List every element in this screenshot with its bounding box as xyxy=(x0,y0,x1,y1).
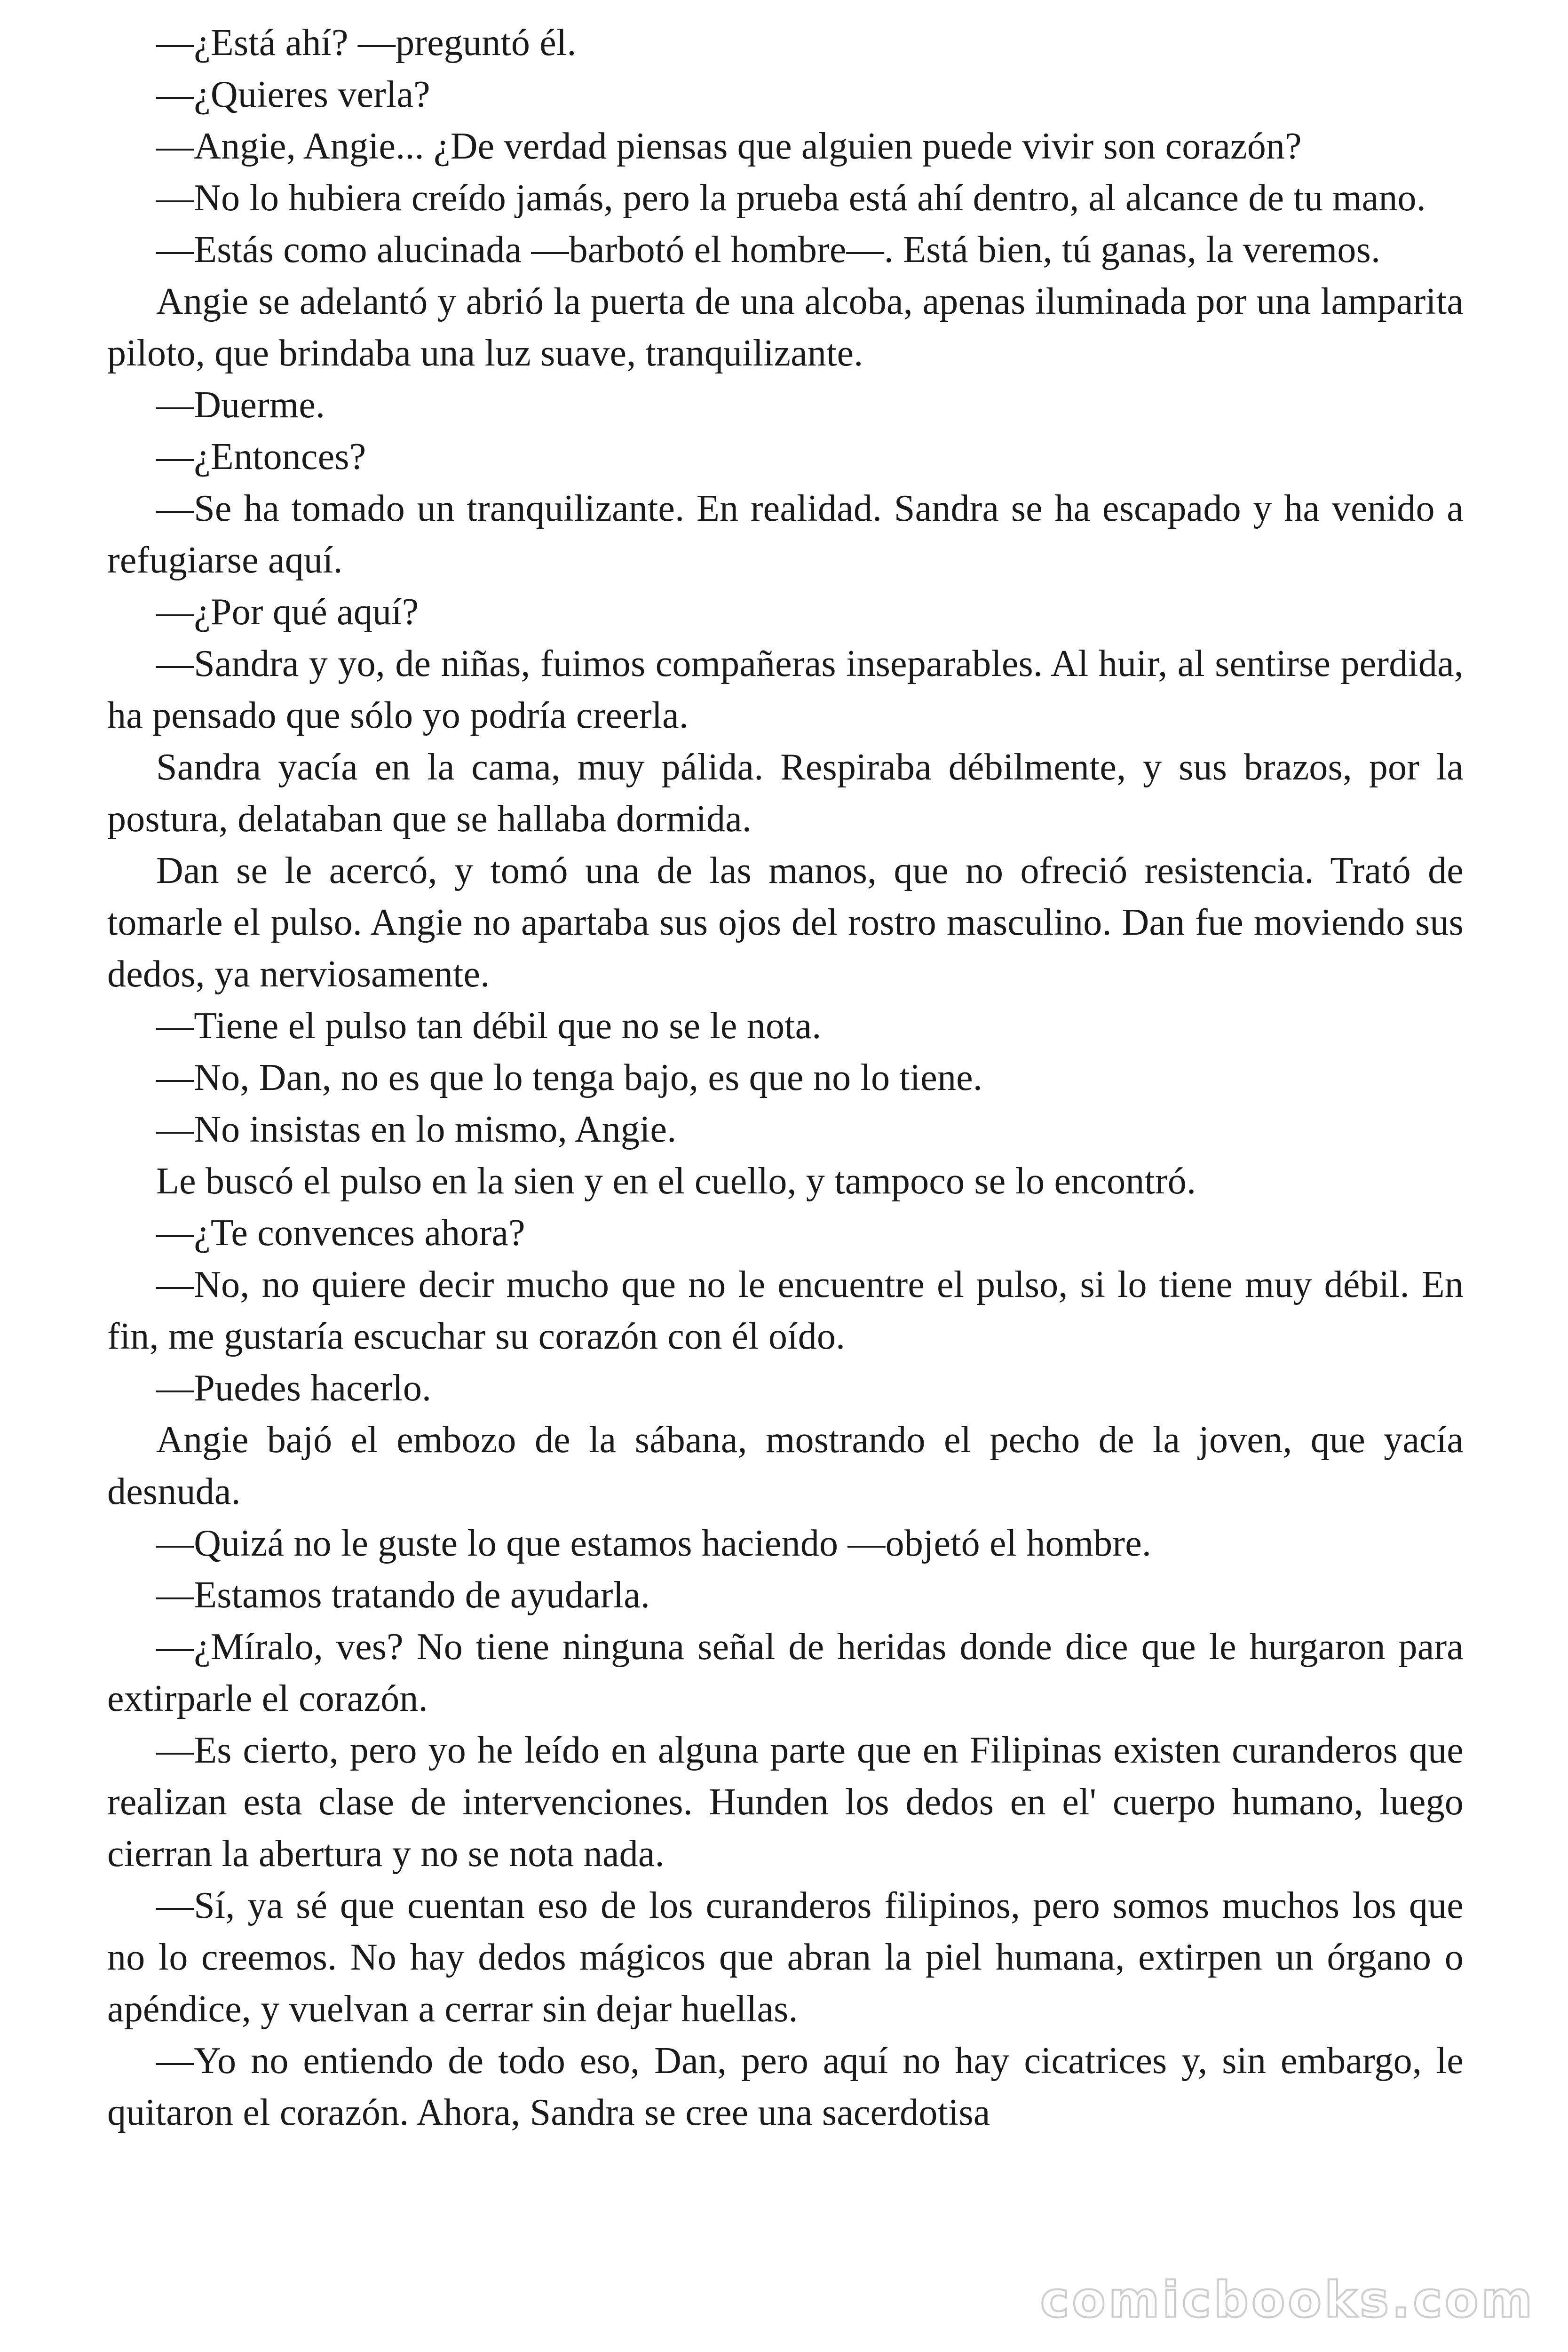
paragraph: —¿Está ahí? —preguntó él. xyxy=(156,22,577,64)
paragraph: —¿Quieres verla? xyxy=(156,74,430,115)
book-page-text xyxy=(107,17,1464,2322)
paragraph: Angie se adelantó y abrió la puerta de una alcoba, apenas iluminada por una lamparita piloto, que brindaba una luz suave, tranquilizante. xyxy=(107,281,1464,374)
paragraph: Dan se le acercó, y tomó una de las manos, que no ofreció resistencia. Trató de tomarle el pulso. Angie no apartaba sus ojos del rostro masculino. Dan fue moviendo sus dedos, ya nerviosamente. xyxy=(107,850,1464,995)
paragraph: —Sí, ya sé que cuentan eso de los curanderos filipinos, pero somos muchos los que no lo creemos. No hay dedos mágicos que abran la piel humana, extirpen un órgano o apéndice, y vuelvan a cerrar sin dejar huellas. xyxy=(107,1885,1464,2030)
paragraph: —Sandra y yo, de niñas, fuimos compañeras inseparables. Al huir, al sentirse perdida, ha pensado que sólo yo podría creerla. xyxy=(107,643,1464,736)
paragraph: —Duerme. xyxy=(156,384,325,426)
paragraph: —¿Te convences ahora? xyxy=(156,1212,525,1254)
watermark-logo: comicbooks.com xyxy=(1040,2271,1535,2328)
paragraph: —Yo no entiendo de todo eso, Dan, pero aquí no hay cicatrices y, sin embargo, le quitaron el corazón. Ahora, Sandra se cree una sacerdotisa xyxy=(107,2040,1464,2133)
paragraph: —No lo hubiera creído jamás, pero la prueba está ahí dentro, al alcance de tu mano. xyxy=(156,177,1426,219)
paragraph: —Se ha tomado un tranquilizante. En realidad. Sandra se ha escapado y ha venido a refugiarse aquí. xyxy=(107,488,1464,581)
paragraph: Sandra yacía en la cama, muy pálida. Respiraba débilmente, y sus brazos, por la postura, delataban que se hallaba dormida. xyxy=(107,747,1464,840)
paragraph: —¿Entonces? xyxy=(156,436,366,477)
paragraph: —Estás como alucinada —barbotó el hombre—. Está bien, tú ganas, la veremos. xyxy=(156,229,1381,270)
paragraph: —Tiene el pulso tan débil que no se le nota. xyxy=(156,1005,822,1047)
paragraph: —No insistas en lo mismo, Angie. xyxy=(156,1109,677,1150)
paragraph: —Puedes hacerlo. xyxy=(156,1367,432,1409)
paragraph: —Quizá no le guste lo que estamos haciendo —objetó el hombre. xyxy=(156,1523,1152,1564)
paragraph: Angie bajó el embozo de la sábana, mostrando el pecho de la joven, que yacía desnuda. xyxy=(107,1419,1464,1512)
paragraph: —¿Míralo, ves? No tiene ninguna señal de heridas donde dice que le hurgaron para extirparle el corazón. xyxy=(107,1626,1464,1719)
paragraph: —Estamos tratando de ayudarla. xyxy=(156,1574,650,1616)
paragraph: —Angie, Angie... ¿De verdad piensas que alguien puede vivir son corazón? xyxy=(156,126,1302,167)
paragraph: —No, Dan, no es que lo tenga bajo, es que no lo tiene. xyxy=(156,1057,983,1098)
paragraph: —Es cierto, pero yo he leído en alguna parte que en Filipinas existen curanderos que realizan esta clase de intervenciones. Hunden los dedos en el' cuerpo humano, luego cierran la abertura y no se nota nada. xyxy=(107,1730,1464,1875)
paragraph: —No, no quiere decir mucho que no le encuentre el pulso, si lo tiene muy débil. En fin, me gustaría escuchar su corazón con él oído. xyxy=(107,1264,1464,1357)
paragraph: —¿Por qué aquí? xyxy=(156,591,419,633)
paragraph: Le buscó el pulso en la sien y en el cuello, y tampoco se lo encontró. xyxy=(156,1160,1196,1202)
